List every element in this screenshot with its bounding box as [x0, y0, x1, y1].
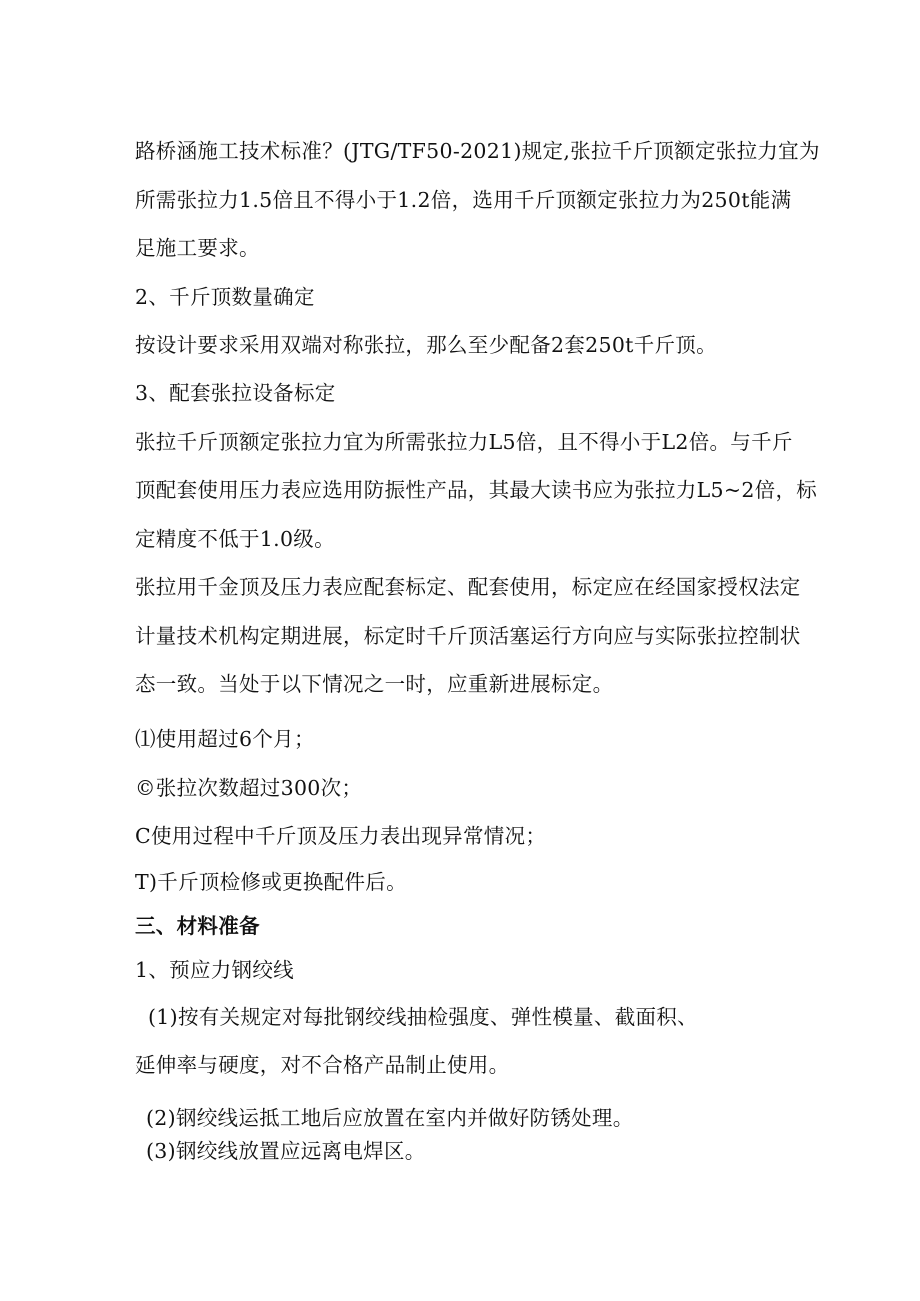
- list-item: ©张拉次数超过300次；: [135, 776, 363, 800]
- chapter-heading: 三、材料准备: [135, 914, 260, 938]
- section-heading: 1、预应力钢绞线: [135, 958, 294, 982]
- paragraph-line: 顶配套使用压力表应选用防振性产品，其最大读书应为张拉力L5~2倍，标: [135, 478, 818, 502]
- paragraph-line: 延伸率与硬度，对不合格产品制止使用。: [135, 1053, 510, 1077]
- paragraph-line: 所需张拉力1.5倍且不得小于1.2倍，选用千斤顶额定张拉力为250t能满: [135, 188, 792, 212]
- section-heading: 2、千斤顶数量确定: [135, 285, 315, 309]
- paragraph-line: 张拉用千金顶及压力表应配套标定、配套使用，标定应在经国家授权法定: [135, 575, 801, 599]
- paragraph-line: 计量技术机构定期进展，标定时千斤顶活塞运行方向应与实际张拉控制状: [135, 624, 801, 648]
- paragraph-line: 定精度不低于1.0级。: [135, 527, 335, 551]
- paragraph-line: 按设计要求采用双端对称张拉，那么至少配备2套250t千斤顶。: [135, 333, 717, 357]
- paragraph-line: 路桥涵施工技术标准？(JTG/TF50-2021)规定,张拉千斤顶额定张拉力宜为: [135, 139, 820, 163]
- paragraph-line: 足施工要求。: [135, 236, 260, 260]
- list-item: (1)按有关规定对每批钢绞线抽检强度、弹性模量、截面积、: [148, 1005, 698, 1029]
- list-item: (2)钢绞线运抵工地后应放置在室内并做好防锈处理。: [146, 1106, 634, 1130]
- list-item: ⑴使用超过6个月；: [135, 727, 315, 751]
- section-heading: 3、配套张拉设备标定: [135, 381, 336, 405]
- list-item: C使用过程中千斤顶及压力表出现异常情况；: [135, 824, 547, 848]
- paragraph-line: 态一致。当处于以下情况之一时，应重新进展标定。: [135, 672, 614, 696]
- paragraph-line: 张拉千斤顶额定张拉力宜为所需张拉力L5倍，且不得小于L2倍。与千斤: [135, 430, 793, 454]
- list-item: (3)钢绞线放置应远离电焊区。: [146, 1139, 426, 1163]
- list-item: T)千斤顶检修或更换配件后。: [135, 870, 407, 894]
